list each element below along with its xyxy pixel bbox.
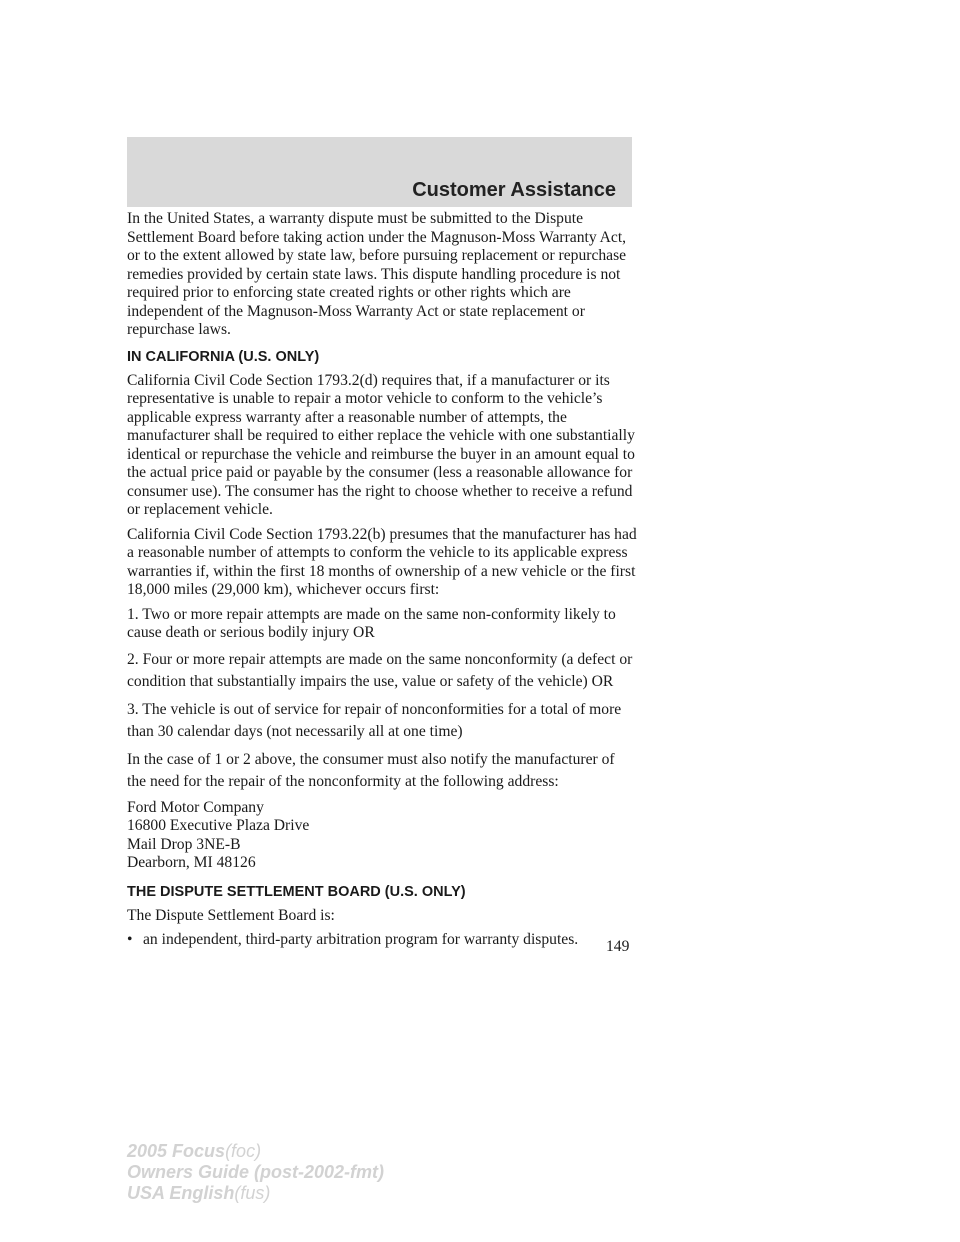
bullet-item (127, 931, 637, 950)
bullet-icon: • (127, 931, 133, 948)
bullet-text: an independent, third-party arbitration program for warranty disputes. (143, 931, 579, 948)
footer-model-code: (foc) (225, 1141, 262, 1161)
list-item-3: 3. The vehicle is out of service for repair of nonconformities for a total of more than 30 calendar days (not necessarily all at one time) (127, 700, 622, 740)
board-heading: THE DISPUTE SETTLEMENT BOARD (U.S. ONLY) (127, 883, 466, 900)
address-line: Dearborn, MI 48126 (127, 854, 256, 871)
footer-language: USA English (127, 1183, 235, 1203)
address-line: 16800 Executive Plaza Drive (127, 817, 310, 834)
intro-paragraph: In the United States, a warranty dispute must be submitted to the Dispute Settlement Board before taking action under the Magnuson-Moss Warranty Act, or to the extent allowed by state law, before pursuing replacement or repurchase remedies provided by certain state laws. This dispute handling procedure is not required prior to enforcing state created rights or other rights which are independent of the Magnuson-Moss Warranty Act or state replacement or repurchase laws. (127, 210, 627, 338)
section-header-band (127, 137, 632, 207)
list-item-2: 2. Four or more repair attempts are made on the same nonconformity (a defect or condition that substantially impairs the use, value or safety of the vehicle) OR (127, 650, 633, 690)
mailing-address (127, 799, 637, 873)
section-title: Customer Assistance (412, 179, 616, 201)
footer-model: 2005 Focus (127, 1141, 226, 1161)
footer-line-2: Owners Guide (post-2002-fmt) (127, 1162, 385, 1182)
page-number: 149 (606, 938, 630, 955)
footer-watermark (127, 1141, 384, 1204)
california-paragraph-1: California Civil Code Section 1793.2(d) requires that, if a manufacturer or its representative is unable to repair a motor vehicle to conform to the vehicle’s applicable express warranty after a reasonable number of attempts, the manufacturer shall be required to either replace the vehicle with one substantially identical or repurchase the vehicle and reimburse the buyer in an amount equal to the actual price paid or payable by the consumer (less a reasonable allowance for consumer use). The consumer has the right to choose whether to receive a refund or replacement vehicle. (127, 371, 635, 518)
address-line: Ford Motor Company (127, 798, 264, 816)
california-paragraph-2: California Civil Code Section 1793.22(b) presumes that the manufacturer has had a reasonable number of attempts to conform the vehicle to its applicable express warranties if, within the first 18 months of ownership of a new vehicle or the first 18,000 miles (29,000 km), whichever occurs first: (127, 525, 637, 598)
notify-paragraph: In the case of 1 or 2 above, the consumer must also notify the manufacturer of the need for the repair of the nonconformity at the following address: (127, 750, 615, 790)
board-intro: The Dispute Settlement Board is: (127, 906, 335, 924)
footer-line-1 (127, 1141, 384, 1162)
california-heading: IN CALIFORNIA (U.S. ONLY) (127, 348, 320, 365)
list-item-1: 1. Two or more repair attempts are made on the same non-conformity likely to cause death or serious bodily injury OR (127, 605, 616, 641)
page-body (127, 210, 637, 950)
footer-language-code: (fus) (234, 1183, 271, 1203)
footer-line-3 (127, 1183, 384, 1204)
address-line: Mail Drop 3NE-B (127, 835, 241, 853)
